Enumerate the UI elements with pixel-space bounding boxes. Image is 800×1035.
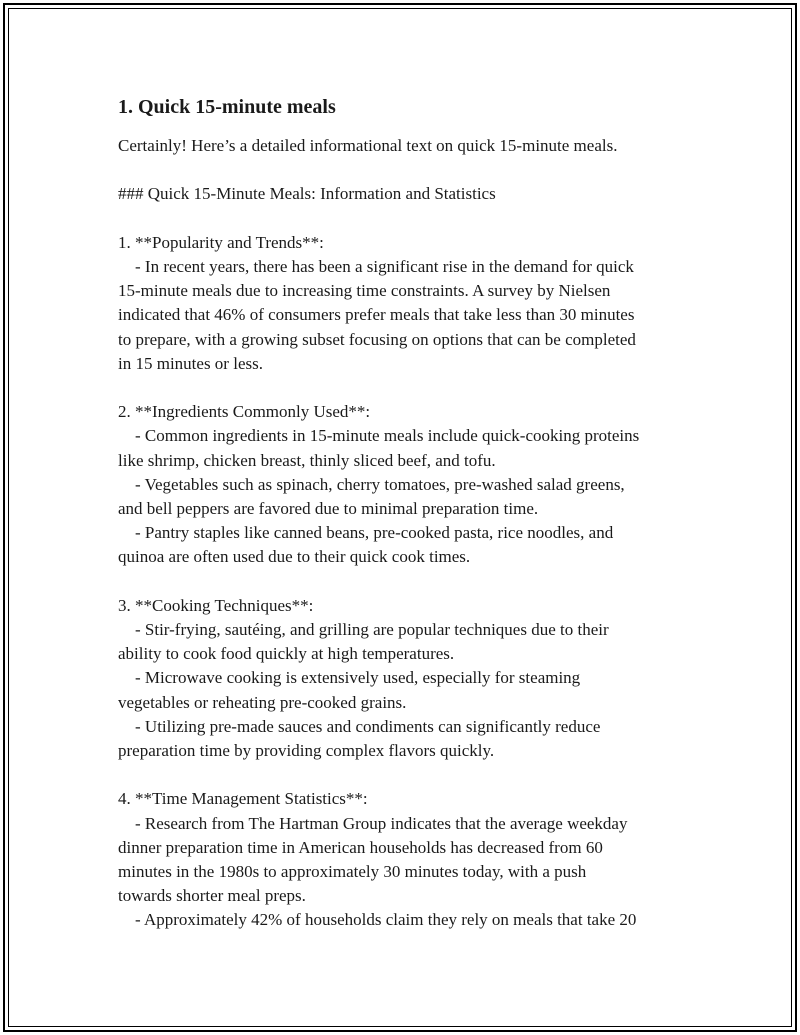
section-line: - Approximately 42% of households claim they rely on meals that take 20 — [118, 910, 637, 930]
section-time-management — [118, 787, 698, 932]
section-line: - Research from The Hartman Group indicates that the average weekday — [118, 813, 628, 833]
section-line: - Common ingredients in 15-minute meals include quick-cooking proteins — [118, 426, 640, 446]
section-line: preparation time by providing complex flavors quickly. — [118, 741, 495, 761]
section-line: vegetables or reheating pre-cooked grains. — [118, 692, 407, 712]
section-line: in 15 minutes or less. — [118, 353, 263, 373]
section-line: like shrimp, chicken breast, thinly sliced beef, and tofu. — [118, 450, 496, 470]
section-line: - Microwave cooking is extensively used, especially for steaming — [118, 668, 581, 688]
section-popularity — [118, 231, 698, 376]
section-cooking-techniques — [118, 594, 698, 763]
section-line: indicated that 46% of consumers prefer meals that take less than 30 minutes — [118, 305, 635, 325]
section-line: dinner preparation time in American households has decreased from 60 — [118, 837, 603, 857]
section-ingredients — [118, 400, 698, 569]
section-line: 3. **Cooking Techniques**: — [118, 595, 314, 615]
document-heading: 1. Quick 15-minute meals — [118, 96, 336, 118]
section-line: - Utilizing pre-made sauces and condiments can significantly reduce — [118, 716, 601, 736]
section-line: - In recent years, there has been a significant rise in the demand for quick — [118, 256, 634, 276]
section-line: - Vegetables such as spinach, cherry tomatoes, pre-washed salad greens, — [118, 474, 625, 494]
intro-paragraph: Certainly! Here’s a detailed informational text on quick 15-minute meals. — [118, 136, 618, 155]
section-line: and bell peppers are favored due to minimal preparation time. — [118, 499, 539, 518]
section-line: minutes in the 1980s to approximately 30 minutes today, with a push — [118, 862, 587, 882]
section-line: - Pantry staples like canned beans, pre-cooked pasta, rice noodles, and — [118, 523, 614, 543]
section-line: to prepare, with a growing subset focusing on options that can be completed — [118, 329, 636, 349]
section-line: 15-minute meals due to increasing time constraints. A survey by Nielsen — [118, 281, 611, 301]
section-line: 2. **Ingredients Commonly Used**: — [118, 402, 371, 422]
document-body — [118, 94, 698, 957]
section-line: towards shorter meal preps. — [118, 886, 306, 906]
subheading-line: ### Quick 15-Minute Meals: Information and Statistics — [118, 184, 496, 204]
section-line: ability to cook food quickly at high temperatures. — [118, 644, 455, 664]
section-line: quinoa are often used due to their quick cook times. — [118, 547, 471, 567]
section-line: 4. **Time Management Statistics**: — [118, 789, 368, 809]
section-line: 1. **Popularity and Trends**: — [118, 232, 324, 252]
section-line: - Stir-frying, sautéing, and grilling are popular techniques due to their — [118, 620, 609, 639]
